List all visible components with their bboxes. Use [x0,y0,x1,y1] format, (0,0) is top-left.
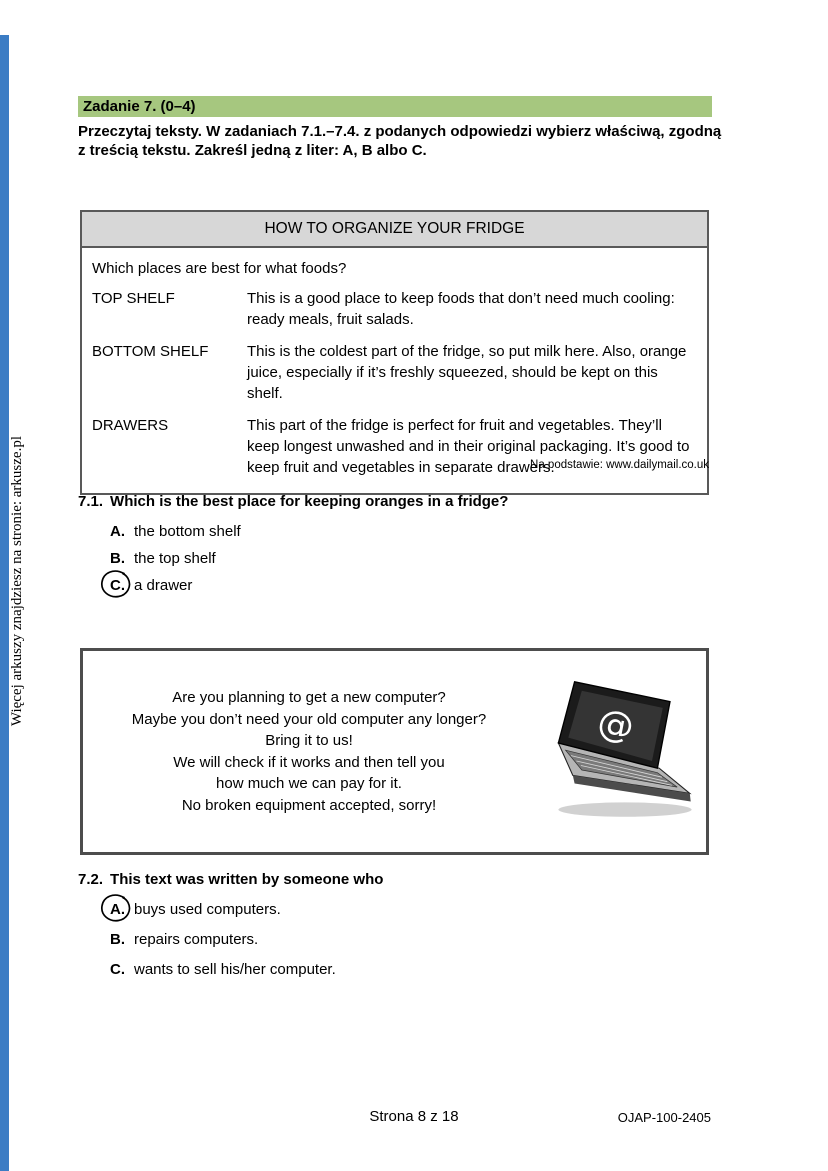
option-text: the top shelf [134,550,216,567]
option-letter-text: C. [110,577,125,594]
option-letter-text: B. [110,550,125,567]
option-c [110,960,708,979]
question-7-2 [78,870,708,990]
box-title: HOW TO ORGANIZE YOUR FRIDGE [82,212,707,248]
option-a [110,522,708,541]
question-heading [78,870,708,889]
left-blue-bar [0,35,9,1171]
option-text: wants to sell his/her computer. [134,961,336,978]
question-7-1 [78,492,708,603]
ad-line: We will check if it works and then tell you [173,753,445,771]
fridge-row-top-shelf [92,288,693,330]
options-list [110,522,708,595]
row-label: BOTTOM SHELF [92,343,209,360]
page-number: Strona 8 z 18 [369,1108,459,1125]
question-text: This text was written by someone who [110,871,384,888]
at-symbol: @ [594,701,638,749]
option-a [110,900,708,919]
option-text: the bottom shelf [134,523,241,540]
fridge-row-bottom-shelf [92,341,693,404]
option-b [110,930,708,949]
laptop-shadow [558,802,691,816]
option-text: buys used computers. [134,901,281,918]
intro-line: Which places are best for what foods? [92,260,347,277]
row-text: This part of the fridge is perfect for fruit and vegetables. They’ll keep longest unwashed and in their original packaging. It’s good to keep fruit and vegetables in separate drawers. [247,417,690,476]
ad-text [83,687,535,816]
question-text: Which is the best place for keeping oranges in a fridge? [110,493,509,510]
row-label: DRAWERS [92,417,169,434]
fridge-info-box [80,210,709,495]
computer-ad-box [80,648,709,855]
row-text: This is the coldest part of the fridge, so put milk here. Also, orange juice, especially if it’s freshly squeezed, should be kept on this shelf. [247,343,687,402]
option-letter-text: A. [110,523,125,540]
option-c [110,576,708,595]
option-letter [110,522,134,541]
row-label: TOP SHELF [92,290,175,307]
question-number: 7.2. [78,871,104,888]
ad-line: No broken equipment accepted, sorry! [181,796,437,814]
task-header: Zadanie 7. (0–4) [78,96,712,117]
option-letter [110,576,134,595]
ad-line: Are you planning to get a new computer? [172,689,446,706]
option-letter-text: C. [110,961,125,978]
option-letter [110,900,134,919]
question-number: 7.1. [78,493,104,510]
option-letter [110,930,134,949]
ad-line: Maybe you don’t need your old computer any longer? [131,710,487,728]
sidebar-vertical-text: Więcej arkuszy znajdziesz na stronie: arkusze.pl [9,436,25,727]
box-body [82,248,707,493]
task-instructions: Przeczytaj teksty. W zadaniach 7.1.–7.4. z podanych odpowiedzi wybierz właściwą, zgodną z treścią tekstu. Zakreśl jedną z liter: A, B albo C. [78,123,722,159]
option-b [110,549,708,568]
option-text: repairs computers. [134,931,259,948]
document-code: OJAP-100-2405 [617,1110,711,1125]
option-letter [110,549,134,568]
source-attribution: Na podstawie: www.dailymail.co.uk [530,459,709,471]
row-text: This is a good place to keep foods that don’t need much cooling: ready meals, fruit salads. [247,290,675,328]
ad-line: Bring it to us! [265,732,353,749]
options-list [110,900,708,979]
question-heading [78,492,708,511]
laptop-image [535,676,697,828]
option-letter [110,960,134,979]
ad-line: how much we can pay for it. [216,775,402,792]
option-letter-text: B. [110,931,125,948]
option-text: a drawer [134,577,193,594]
option-letter-text: A. [110,901,125,918]
